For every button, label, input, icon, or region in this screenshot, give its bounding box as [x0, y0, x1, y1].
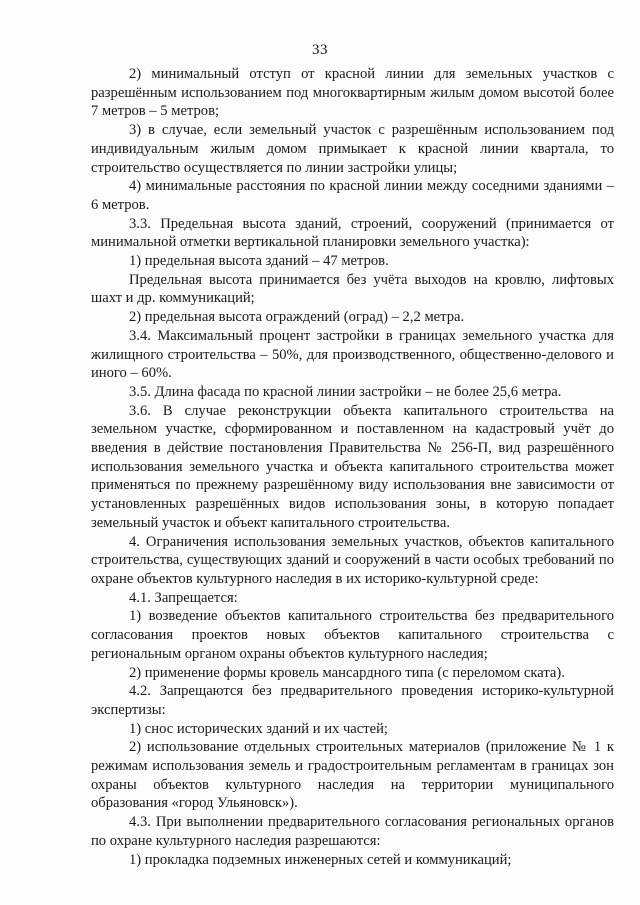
paragraph: 3.3. Предельная высота зданий, строений, сооружений (принимается от минимальной отметки вертикальной планировки земельного участка): [91, 215, 614, 251]
paragraph: 2) применение формы кровель мансардного типа (с переломом ската). [129, 664, 565, 681]
paragraph: 1) предельная высота зданий – 47 метров. [129, 253, 389, 270]
paragraph: 1) возведение объектов капитального строительства без предварительного согласования проектов новых объектов капитального строительства с региональным органом охраны объектов культурного наследия; [91, 608, 614, 662]
paragraph: 4.2. Запрещаются без предварительного проведения историко-культурной экспертизы: [91, 683, 614, 718]
paragraph: 3.6. В случае реконструкции объекта капитального строительства на земельном участке, сформированном и поставленном на кадастровый учёт до введения в действие постановления Правительства № 256-П, вид разрешённого использования земельного участка и объекта капитального строительства может применяться по прежнему разрешённому виду использования вне зависимости от установленных разрешённых видов использования зоны, в которую попадает земельный участок и объект капитального строительства. [91, 402, 614, 531]
paragraph: 4. Ограничения использования земельных участков, объектов капитального строительства, существующих зданий и сооружений в части особых требований по охране объектов культурного наследия в их историко-культурной среде: [91, 533, 614, 587]
page-number: 33 [312, 42, 328, 58]
paragraph: 4) минимальные расстояния по красной линии между соседними зданиями – 6 метров. [91, 178, 614, 213]
paragraph: Предельная высота принимается без учёта выходов на кровлю, лифтовых шахт и др. коммуникаций; [91, 271, 614, 307]
paragraph: 3.4. Максимальный процент застройки в границах земельного участка для жилищного строительства – 50%, для производственного, общественно-делового и иного – 60%. [91, 327, 614, 382]
paragraph: 1) снос исторических зданий и их частей; [129, 720, 388, 737]
paragraph: 4.3. При выполнении предварительного согласования региональных органов по охране культурного наследия разрешаются: [91, 814, 614, 849]
paragraph: 1) прокладка подземных инженерных сетей и коммуникаций; [129, 851, 512, 868]
paragraph: 2) использование отдельных строительных материалов (приложение № 1 к режимам использования земель и градостроительным регламентам в границах зон охраны объектов культурного наследия на территории муниципального образования «город Ульяновск»). [91, 739, 614, 812]
paragraph: 4.1. Запрещается: [129, 589, 238, 606]
paragraph: 2) предельная высота ограждений (оград) – 2,2 метра. [129, 309, 465, 326]
paragraph: 3) в случае, если земельный участок с разрешённым использованием под индивидуальным жилым домом примыкает к красной линии квартала, то строительство осуществляется по линии застройки улицы; [91, 122, 614, 176]
paragraph: 2) минимальный отступ от красной линии для земельных участков с разрешённым использованием под многоквартирным жилым домом высотой более 7 метров – 5 метров; [91, 66, 614, 120]
paragraph: 3.5. Длина фасада по красной линии застройки – не более 25,6 метра. [129, 383, 562, 400]
document-body [91, 65, 614, 869]
